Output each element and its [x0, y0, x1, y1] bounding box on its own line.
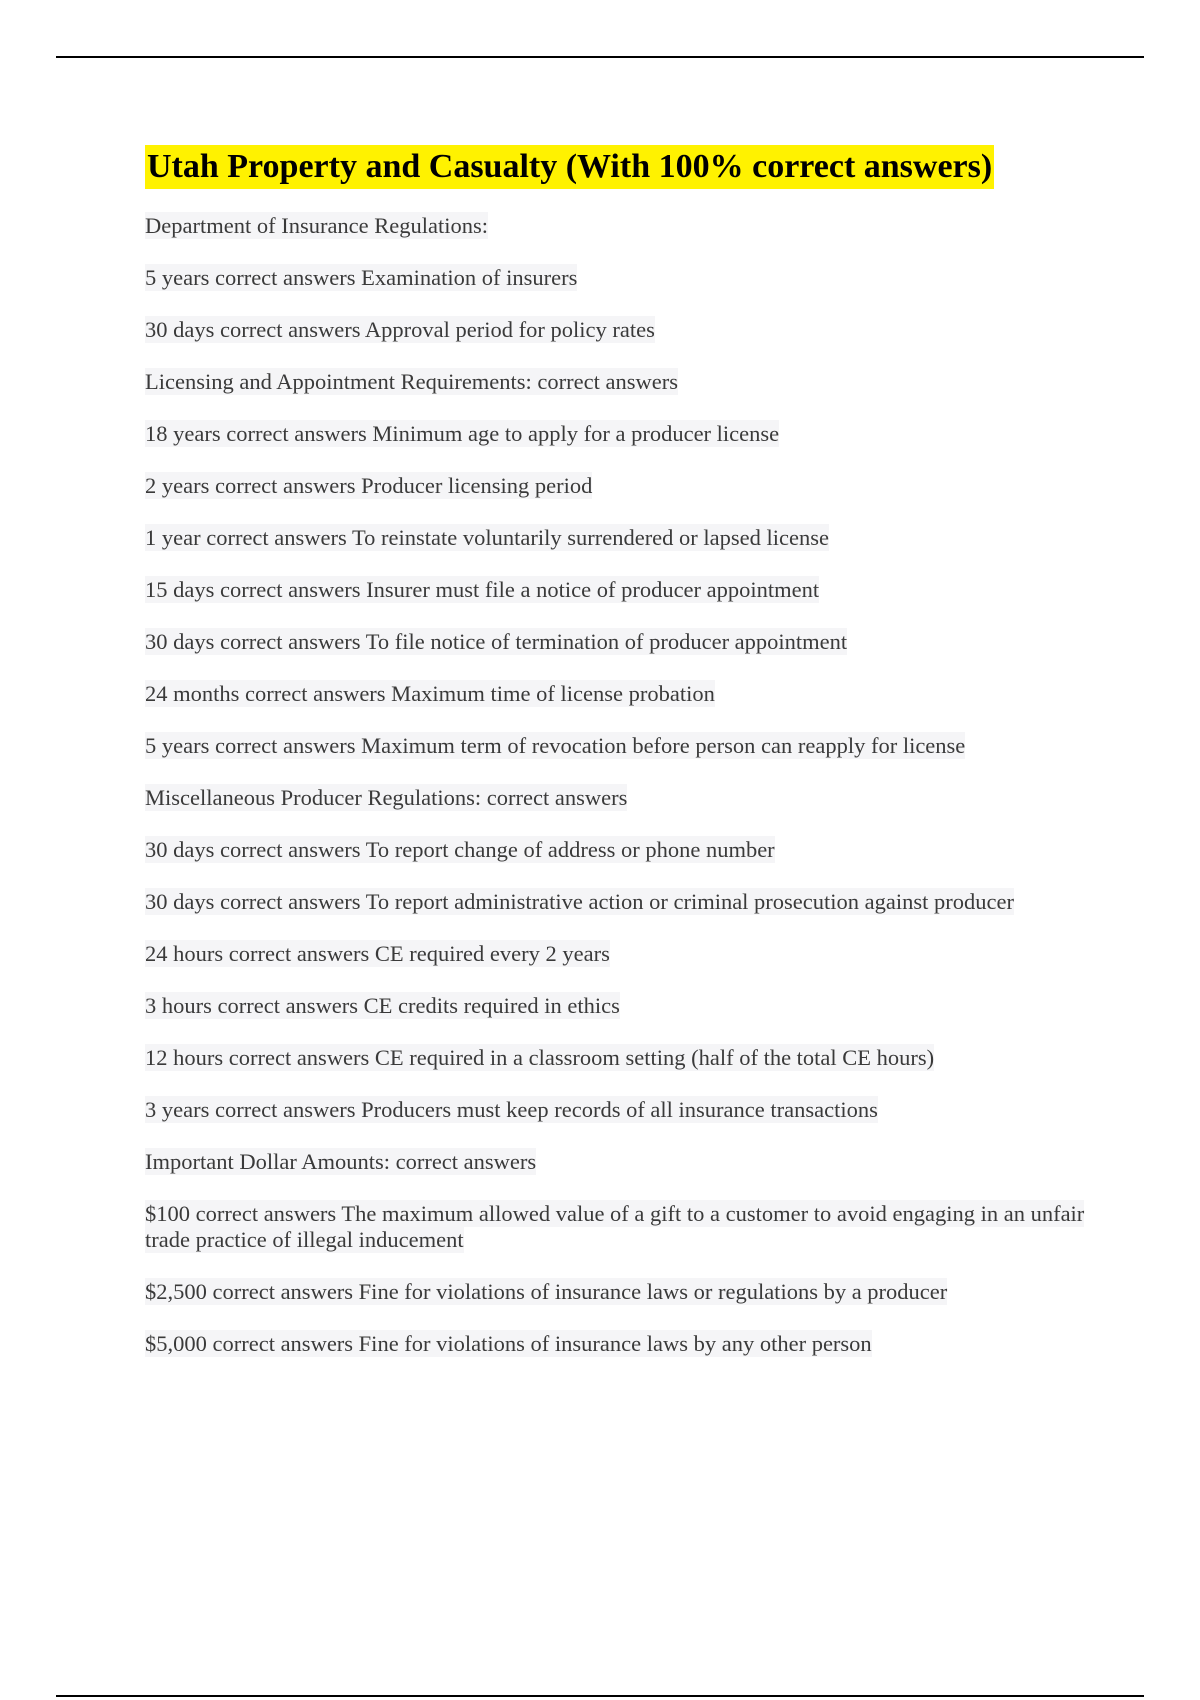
document-title: Utah Property and Casualty (With 100% correct answers) [145, 145, 994, 189]
line-text: $5,000 correct answers Fine for violations of insurance laws by any other person [145, 1331, 872, 1356]
list-item [145, 1201, 1095, 1253]
list-item [145, 1279, 1095, 1305]
line-text: 30 days correct answers Approval period for policy rates [145, 317, 655, 342]
list-item [145, 889, 1095, 915]
list-item [145, 1097, 1095, 1123]
list-item [145, 1149, 1095, 1175]
list-item [145, 1331, 1095, 1357]
line-text: $2,500 correct answers Fine for violations of insurance laws or regulations by a producer [145, 1279, 948, 1304]
list-item [145, 265, 1095, 291]
line-text: 15 days correct answers Insurer must file a notice of producer appointment [145, 577, 820, 602]
list-item [145, 577, 1095, 603]
list-item [145, 941, 1095, 967]
list-item [145, 993, 1095, 1019]
line-text: 18 years correct answers Minimum age to apply for a producer license [145, 421, 780, 446]
list-item [145, 525, 1095, 551]
list-item [145, 629, 1095, 655]
line-text: $100 correct answers The maximum allowed value of a gift to a customer to avoid engaging in an unfair trade practice of illegal inducement [145, 1201, 1085, 1252]
line-text: 2 years correct answers Producer licensing period [145, 473, 593, 498]
line-text: Important Dollar Amounts: correct answers [145, 1149, 537, 1174]
list-item [145, 317, 1095, 343]
line-text: 30 days correct answers To report administrative action or criminal prosecution against producer [145, 889, 1014, 914]
qa-list [145, 213, 1095, 1357]
line-text: 3 hours correct answers CE credits required in ethics [145, 993, 620, 1018]
line-text: Department of Insurance Regulations: [145, 213, 489, 238]
list-item [145, 837, 1095, 863]
line-text: 5 years correct answers Examination of insurers [145, 265, 578, 290]
line-text: 30 days correct answers To file notice of termination of producer appointment [145, 629, 848, 654]
line-text: 1 year correct answers To reinstate voluntarily surrendered or lapsed license [145, 525, 829, 550]
line-text: 24 hours correct answers CE required every 2 years [145, 941, 610, 966]
bottom-rule [56, 1695, 1144, 1697]
document-body [145, 145, 1095, 1383]
line-text: 30 days correct answers To report change of address or phone number [145, 837, 775, 862]
list-item [145, 421, 1095, 447]
line-text: 3 years correct answers Producers must keep records of all insurance transactions [145, 1097, 878, 1122]
top-rule [56, 56, 1144, 58]
list-item [145, 213, 1095, 239]
line-text: 12 hours correct answers CE required in a classroom setting (half of the total CE hours) [145, 1045, 935, 1070]
line-text: 5 years correct answers Maximum term of revocation before person can reapply for license [145, 733, 966, 758]
list-item [145, 369, 1095, 395]
line-text: Licensing and Appointment Requirements: correct answers [145, 369, 678, 394]
line-text: 24 months correct answers Maximum time of license probation [145, 681, 715, 706]
list-item [145, 473, 1095, 499]
list-item [145, 681, 1095, 707]
list-item [145, 733, 1095, 759]
line-text: Miscellaneous Producer Regulations: correct answers [145, 785, 628, 810]
list-item [145, 785, 1095, 811]
list-item [145, 1045, 1095, 1071]
